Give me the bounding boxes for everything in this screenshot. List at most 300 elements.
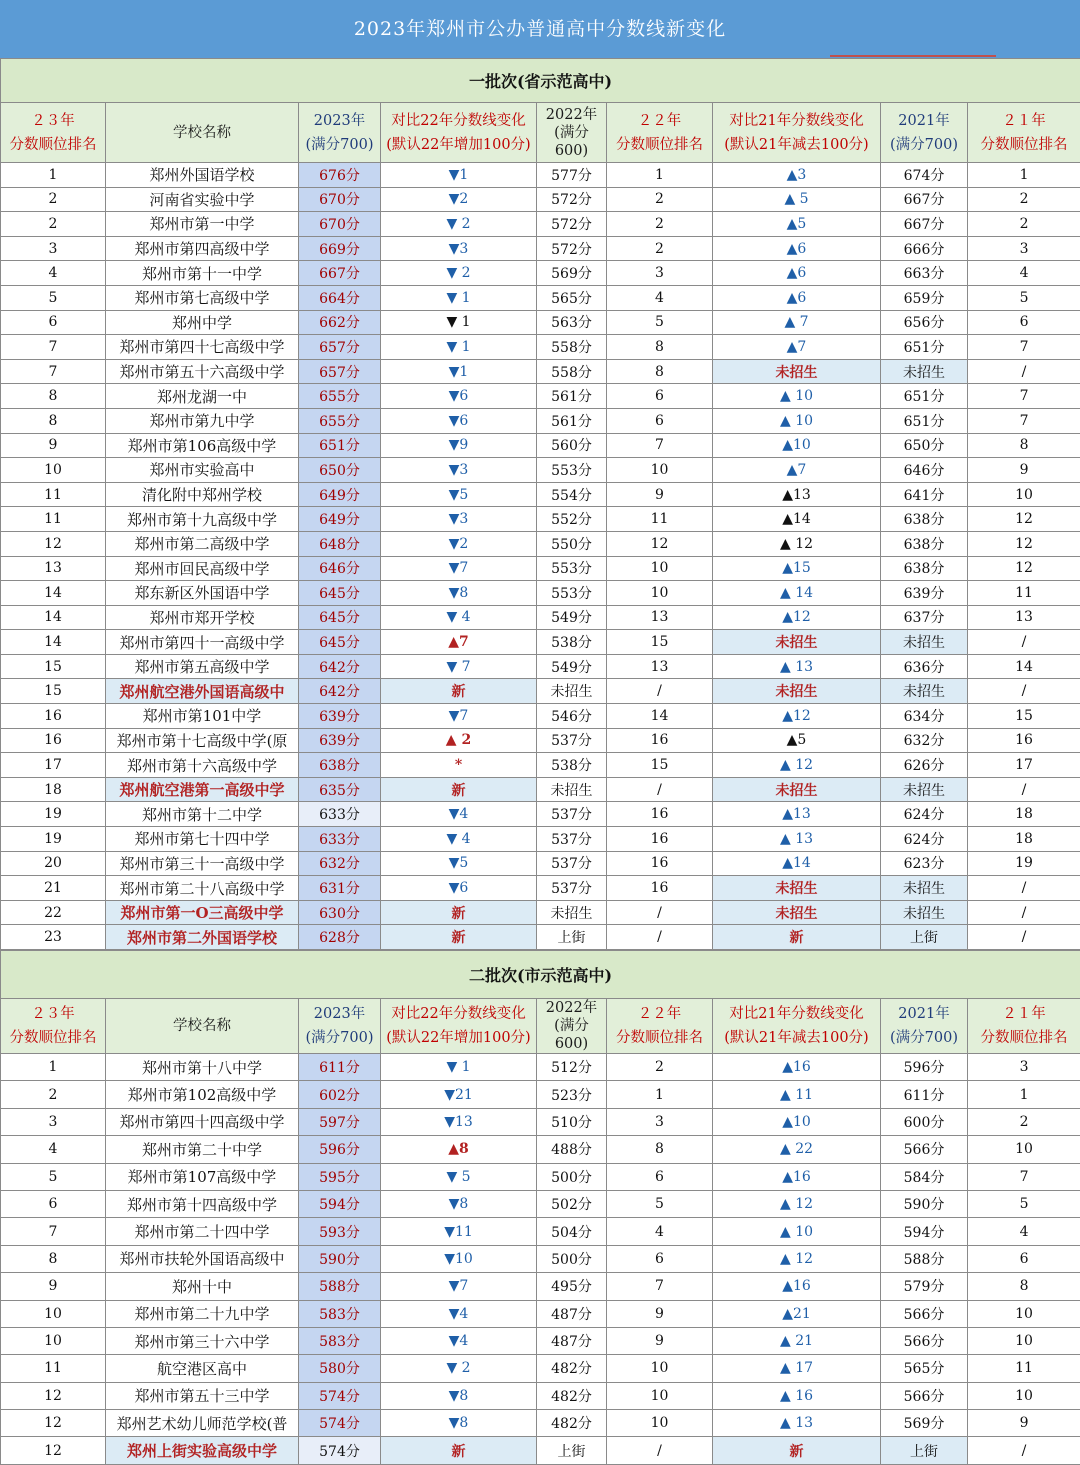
page-title — [0, 0, 1080, 58]
score21: 638分 — [881, 556, 968, 581]
header-school-name — [106, 103, 299, 163]
score21: 636分 — [881, 654, 968, 679]
rank21: 1 — [968, 1081, 1080, 1108]
school-name: 郑州市第七高级中学 — [106, 285, 299, 310]
rank23: 14 — [1, 581, 106, 606]
change21: ▲7 — [713, 458, 881, 483]
table-row — [1, 900, 1080, 925]
change21: ▲13 — [713, 802, 881, 827]
rank22: 1 — [607, 163, 713, 188]
change22: ▼7 — [381, 556, 537, 581]
header-change22 — [381, 999, 537, 1054]
score23: 646分 — [299, 556, 381, 581]
change21: ▲16 — [713, 1273, 881, 1300]
score21: 上街 — [881, 925, 968, 950]
rank22: / — [607, 679, 713, 704]
change21: ▲6 — [713, 261, 881, 286]
change21: 未招生 — [713, 630, 881, 655]
school-name: 郑州市第三十六中学 — [106, 1327, 299, 1354]
header-change22 — [381, 103, 537, 163]
score23: 602分 — [299, 1081, 381, 1108]
header-line: 600) — [538, 142, 605, 160]
school-name: 郑州市第十六高级中学 — [106, 753, 299, 778]
change22: ▼ 5 — [381, 1163, 537, 1190]
change21: 未招生 — [713, 777, 881, 802]
change21: ▲7 — [713, 335, 881, 360]
rank21: 10 — [968, 1136, 1080, 1163]
score23: 583分 — [299, 1327, 381, 1354]
change21: ▲ 16 — [713, 1382, 881, 1409]
table-row — [1, 408, 1080, 433]
school-name: 郑州市第107高级中学 — [106, 1163, 299, 1190]
rank23: 19 — [1, 827, 106, 852]
score23: 596分 — [299, 1136, 381, 1163]
rank21: 7 — [968, 335, 1080, 360]
score21: 651分 — [881, 408, 968, 433]
score22: 558分 — [537, 359, 607, 384]
score21: 667分 — [881, 212, 968, 237]
rank21: 12 — [968, 507, 1080, 532]
header-line: (满分 — [538, 124, 605, 142]
rank21: 18 — [968, 802, 1080, 827]
rank21: 18 — [968, 827, 1080, 852]
header-score23 — [299, 999, 381, 1054]
score23: 648分 — [299, 531, 381, 556]
rank21: 10 — [968, 482, 1080, 507]
school-name: 清化附中郑州学校 — [106, 482, 299, 507]
header-rank22 — [607, 103, 713, 163]
rank21: 6 — [968, 1245, 1080, 1272]
change21: ▲ 21 — [713, 1327, 881, 1354]
change21: ▲ 10 — [713, 408, 881, 433]
header-line: 分数顺位排名 — [2, 133, 104, 157]
change22: ▼6 — [381, 408, 537, 433]
change21: ▲16 — [713, 1054, 881, 1081]
score21: 651分 — [881, 384, 968, 409]
school-name: 郑州市第七十四中学 — [106, 827, 299, 852]
score23: 655分 — [299, 384, 381, 409]
change21: ▲ 12 — [713, 1245, 881, 1272]
school-name: 郑州市第106高级中学 — [106, 433, 299, 458]
table-row — [1, 1355, 1080, 1382]
score22: 502分 — [537, 1190, 607, 1217]
school-name: 郑州市第一中学 — [106, 212, 299, 237]
rank22: 5 — [607, 1190, 713, 1217]
rank23: 21 — [1, 876, 106, 901]
change22: ▼9 — [381, 433, 537, 458]
rank23: 6 — [1, 310, 106, 335]
rank23: 7 — [1, 359, 106, 384]
header-line: 分数顺位排名 — [969, 133, 1079, 157]
school-name: 郑州市第十九高级中学 — [106, 507, 299, 532]
header-line: 2021年 — [882, 1002, 966, 1026]
rank22: 16 — [607, 876, 713, 901]
change22: * — [381, 753, 537, 778]
rank21: 16 — [968, 728, 1080, 753]
rank22: 13 — [607, 654, 713, 679]
table-row — [1, 1382, 1080, 1409]
score22: 538分 — [537, 753, 607, 778]
rank22: 12 — [607, 531, 713, 556]
table-row — [1, 212, 1080, 237]
rank21: 5 — [968, 1190, 1080, 1217]
table-row — [1, 335, 1080, 360]
table-row — [1, 531, 1080, 556]
score23: 594分 — [299, 1190, 381, 1217]
header-line: (默认22年增加100分) — [382, 133, 535, 157]
score23: 633分 — [299, 827, 381, 852]
header-rank23 — [1, 103, 106, 163]
rank23: 3 — [1, 236, 106, 261]
score23: 574分 — [299, 1437, 381, 1464]
change22: ▼3 — [381, 507, 537, 532]
rank23: 4 — [1, 1136, 106, 1163]
header-score21 — [881, 999, 968, 1054]
header-change21 — [713, 103, 881, 163]
school-name: 郑州市第四十七高级中学 — [106, 335, 299, 360]
score22: 523分 — [537, 1081, 607, 1108]
rank21: 8 — [968, 433, 1080, 458]
change22: ▼3 — [381, 236, 537, 261]
batch2-table — [0, 950, 1080, 1465]
rank22: 6 — [607, 408, 713, 433]
rank22: 10 — [607, 458, 713, 483]
batch-label: 二批次(市示范高中) — [1, 951, 1080, 999]
rank23: 4 — [1, 261, 106, 286]
change22: 新 — [381, 1437, 537, 1464]
change22: ▼ 4 — [381, 827, 537, 852]
score22: 510分 — [537, 1108, 607, 1135]
rank23: 14 — [1, 605, 106, 630]
score23: 632分 — [299, 851, 381, 876]
change22: ▼ 4 — [381, 605, 537, 630]
change22: ▼8 — [381, 1382, 537, 1409]
change21: ▲13 — [713, 482, 881, 507]
change22: ▼ 2 — [381, 212, 537, 237]
rank22: 6 — [607, 1245, 713, 1272]
rank23: 23 — [1, 925, 106, 950]
score21: 632分 — [881, 728, 968, 753]
score22: 537分 — [537, 802, 607, 827]
header-line: 分数顺位排名 — [608, 1026, 711, 1050]
rank22: 15 — [607, 753, 713, 778]
change21: ▲ 12 — [713, 531, 881, 556]
rank21: 2 — [968, 1108, 1080, 1135]
rank22: 16 — [607, 827, 713, 852]
rank23: 11 — [1, 482, 106, 507]
school-name: 郑州市第102高级中学 — [106, 1081, 299, 1108]
score21: 594分 — [881, 1218, 968, 1245]
rank21: 1 — [968, 163, 1080, 188]
rank21: / — [968, 876, 1080, 901]
rank21: 7 — [968, 408, 1080, 433]
table-row — [1, 704, 1080, 729]
header-row — [1, 103, 1080, 163]
school-name: 河南省实验中学 — [106, 187, 299, 212]
header-rank23 — [1, 999, 106, 1054]
change21: 未招生 — [713, 679, 881, 704]
score21: 566分 — [881, 1136, 968, 1163]
score23: 628分 — [299, 925, 381, 950]
header-line: 2023年 — [300, 109, 379, 133]
change22: 新 — [381, 925, 537, 950]
score22: 553分 — [537, 458, 607, 483]
change22: ▼ 2 — [381, 1355, 537, 1382]
rank21: / — [968, 777, 1080, 802]
rank22: 9 — [607, 482, 713, 507]
score23: 676分 — [299, 163, 381, 188]
rank22: 6 — [607, 1163, 713, 1190]
score21: 667分 — [881, 187, 968, 212]
table-row — [1, 654, 1080, 679]
score23: 635分 — [299, 777, 381, 802]
score21: 600分 — [881, 1108, 968, 1135]
table-row — [1, 827, 1080, 852]
score22: 561分 — [537, 408, 607, 433]
rank23: 8 — [1, 1245, 106, 1272]
header-line: 对比22年分数线变化 — [382, 109, 535, 133]
score23: 664分 — [299, 285, 381, 310]
change22: ▼6 — [381, 876, 537, 901]
rank22: / — [607, 900, 713, 925]
score22: 537分 — [537, 827, 607, 852]
score22: 569分 — [537, 261, 607, 286]
rank23: 7 — [1, 1218, 106, 1245]
score23: 595分 — [299, 1163, 381, 1190]
rank23: 10 — [1, 1300, 106, 1327]
rank21: 9 — [968, 1410, 1080, 1437]
score22: 561分 — [537, 384, 607, 409]
score22: 未招生 — [537, 900, 607, 925]
score22: 565分 — [537, 285, 607, 310]
school-name: 郑州市第五十六高级中学 — [106, 359, 299, 384]
rank23: 5 — [1, 285, 106, 310]
rank22: 16 — [607, 802, 713, 827]
school-name: 郑州艺术幼儿师范学校(普 — [106, 1410, 299, 1437]
rank21: 5 — [968, 285, 1080, 310]
school-name: 郑东新区外国语中学 — [106, 581, 299, 606]
rank23: 9 — [1, 433, 106, 458]
score22: 未招生 — [537, 777, 607, 802]
header-line: ２２年 — [608, 109, 711, 133]
rank22: 7 — [607, 433, 713, 458]
rank21: 15 — [968, 704, 1080, 729]
change22: ▼2 — [381, 531, 537, 556]
rank22: 10 — [607, 556, 713, 581]
score22: 482分 — [537, 1355, 607, 1382]
score22: 554分 — [537, 482, 607, 507]
header-rank21 — [968, 103, 1080, 163]
score22: 577分 — [537, 163, 607, 188]
rank22: 2 — [607, 187, 713, 212]
score22: 487分 — [537, 1300, 607, 1327]
school-name: 航空港区高中 — [106, 1355, 299, 1382]
rank21: 7 — [968, 1163, 1080, 1190]
rank22: 8 — [607, 359, 713, 384]
score23: 670分 — [299, 187, 381, 212]
header-line: (满分700) — [300, 1026, 379, 1050]
header-line: 600) — [538, 1035, 605, 1053]
rank22: / — [607, 777, 713, 802]
change21: ▲ 10 — [713, 384, 881, 409]
header-line: (默认22年增加100分) — [382, 1026, 535, 1050]
score23: 657分 — [299, 335, 381, 360]
rank23: 12 — [1, 1410, 106, 1437]
score21: 未招生 — [881, 900, 968, 925]
rank21: 10 — [968, 1300, 1080, 1327]
change21: ▲5 — [713, 728, 881, 753]
score22: 上街 — [537, 1437, 607, 1464]
score21: 未招生 — [881, 679, 968, 704]
school-name: 郑州市第十八中学 — [106, 1054, 299, 1081]
rank22: 4 — [607, 285, 713, 310]
score23: 588分 — [299, 1273, 381, 1300]
rank22: 6 — [607, 384, 713, 409]
table-row — [1, 1410, 1080, 1437]
rank23: 12 — [1, 531, 106, 556]
table-row — [1, 1190, 1080, 1217]
header-line: 分数顺位排名 — [2, 1026, 104, 1050]
change22: ▼4 — [381, 802, 537, 827]
header-rank22 — [607, 999, 713, 1054]
change22: ▼ 1 — [381, 335, 537, 360]
score22: 572分 — [537, 187, 607, 212]
rank21: / — [968, 679, 1080, 704]
score22: 上街 — [537, 925, 607, 950]
score22: 未招生 — [537, 679, 607, 704]
score23: 651分 — [299, 433, 381, 458]
score22: 487分 — [537, 1327, 607, 1354]
change21: ▲12 — [713, 704, 881, 729]
rank21: 11 — [968, 581, 1080, 606]
school-name: 郑州市第十七高级中学(原 — [106, 728, 299, 753]
score22: 563分 — [537, 310, 607, 335]
score21: 674分 — [881, 163, 968, 188]
rank22: 5 — [607, 310, 713, 335]
score22: 504分 — [537, 1218, 607, 1245]
rank21: / — [968, 1437, 1080, 1464]
change22: ▼3 — [381, 458, 537, 483]
rank23: 8 — [1, 408, 106, 433]
table-row — [1, 1054, 1080, 1081]
rank23: 2 — [1, 1081, 106, 1108]
rank21: / — [968, 925, 1080, 950]
rank23: 2 — [1, 212, 106, 237]
change21: ▲10 — [713, 433, 881, 458]
header-line: 2022年 — [538, 999, 605, 1017]
header-score22 — [537, 103, 607, 163]
rank21: 14 — [968, 654, 1080, 679]
header-line: 2022年 — [538, 106, 605, 124]
change21: ▲ 14 — [713, 581, 881, 606]
school-name: 郑州市第一O三高级中学 — [106, 900, 299, 925]
score21: 650分 — [881, 433, 968, 458]
score22: 550分 — [537, 531, 607, 556]
change21: ▲ 12 — [713, 1190, 881, 1217]
score22: 495分 — [537, 1273, 607, 1300]
rank22: 3 — [607, 261, 713, 286]
header-score22 — [537, 999, 607, 1054]
change21: ▲ 17 — [713, 1355, 881, 1382]
rank23: 10 — [1, 1327, 106, 1354]
table-row — [1, 384, 1080, 409]
rank23: 1 — [1, 1054, 106, 1081]
rank21: 2 — [968, 187, 1080, 212]
table-row — [1, 1273, 1080, 1300]
change21: ▲ 10 — [713, 1218, 881, 1245]
change22: ▼21 — [381, 1081, 537, 1108]
score21: 611分 — [881, 1081, 968, 1108]
header-line: 对比21年分数线变化 — [714, 1002, 879, 1026]
rank21: 13 — [968, 605, 1080, 630]
rank23: 8 — [1, 384, 106, 409]
score21: 未招生 — [881, 876, 968, 901]
score23: 597分 — [299, 1108, 381, 1135]
rank22: 3 — [607, 1108, 713, 1135]
rank23: 17 — [1, 753, 106, 778]
rank21: 11 — [968, 1355, 1080, 1382]
rank23: 15 — [1, 654, 106, 679]
change21: 新 — [713, 925, 881, 950]
score23: 642分 — [299, 679, 381, 704]
rank22: 2 — [607, 1054, 713, 1081]
school-name: 郑州市第二十四中学 — [106, 1218, 299, 1245]
table-row — [1, 1327, 1080, 1354]
header-line: ２１年 — [969, 1002, 1079, 1026]
score23: 583分 — [299, 1300, 381, 1327]
header-line: 分数顺位排名 — [969, 1026, 1079, 1050]
score23: 655分 — [299, 408, 381, 433]
score22: 546分 — [537, 704, 607, 729]
header-line: 学校名称 — [107, 121, 297, 145]
score23: 650分 — [299, 458, 381, 483]
change21: ▲ 13 — [713, 827, 881, 852]
rank23: 11 — [1, 507, 106, 532]
rank21: 3 — [968, 1054, 1080, 1081]
table-row — [1, 925, 1080, 950]
score23: 657分 — [299, 359, 381, 384]
change21: ▲6 — [713, 236, 881, 261]
batch-label: 一批次(省示范高中) — [1, 59, 1080, 103]
score21: 638分 — [881, 507, 968, 532]
change21: ▲ 13 — [713, 1410, 881, 1437]
school-name: 郑州外国语学校 — [106, 163, 299, 188]
change22: ▼1 — [381, 359, 537, 384]
rank21: 4 — [968, 1218, 1080, 1245]
change22: 新 — [381, 679, 537, 704]
score21: 未招生 — [881, 777, 968, 802]
rank22: 10 — [607, 1382, 713, 1409]
rank23: 18 — [1, 777, 106, 802]
rank23: 2 — [1, 187, 106, 212]
change21: ▲21 — [713, 1300, 881, 1327]
score23: 638分 — [299, 753, 381, 778]
score23: 670分 — [299, 212, 381, 237]
table-row — [1, 1136, 1080, 1163]
rank21: / — [968, 630, 1080, 655]
school-name: 郑州市第二十中学 — [106, 1136, 299, 1163]
rank22: 10 — [607, 1355, 713, 1382]
rank22: 10 — [607, 581, 713, 606]
rank23: 1 — [1, 163, 106, 188]
change21: ▲ 12 — [713, 753, 881, 778]
rank23: 12 — [1, 1382, 106, 1409]
score21: 588分 — [881, 1245, 968, 1272]
header-line: ２３年 — [2, 1002, 104, 1026]
rank21: 12 — [968, 531, 1080, 556]
rank23: 20 — [1, 851, 106, 876]
change21: ▲15 — [713, 556, 881, 581]
